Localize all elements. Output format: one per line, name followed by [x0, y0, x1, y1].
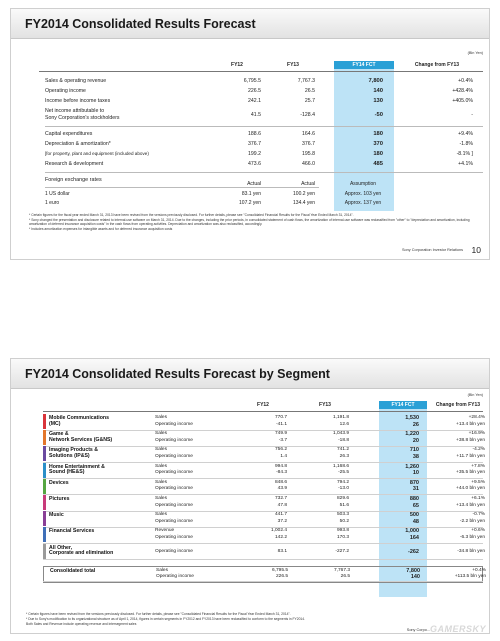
col-header-fy14-fct: FY14 FCT — [379, 401, 427, 409]
value-fy14-fct: 38 — [412, 453, 419, 460]
col-header-fy13: FY13 — [319, 402, 331, 408]
value-fy12: 770.7 — [274, 415, 287, 420]
metric-label: Operating income — [155, 453, 193, 459]
value-fy13: 170.3 — [336, 534, 349, 540]
segment-name-line: Music — [49, 512, 64, 519]
value-change: -34.8 bln yen — [457, 548, 485, 554]
value-fy12: 83.1 — [277, 548, 287, 554]
segment-name — [49, 416, 153, 427]
metric-label: Operating income — [155, 518, 193, 524]
value-fy13: -13.0 — [338, 486, 349, 492]
fx-label: Foreign exchange rates — [45, 177, 102, 183]
segment-line — [155, 549, 483, 556]
segment-name-line: Network Services (G&NS) — [49, 436, 113, 443]
fx-header-fct: Assumption — [349, 181, 377, 187]
value-fy12: 43.9 — [277, 486, 287, 492]
table-divider — [45, 172, 483, 173]
segment-name-line: Game & — [49, 431, 69, 438]
value-fy12: -41.1 — [276, 421, 287, 427]
value-fy12: 1.4 — [280, 453, 287, 459]
value-change: -8.1% ] — [456, 151, 473, 157]
fx-value-fy13: 100.2 yen — [293, 191, 315, 197]
value-change: +28.4% — [468, 415, 485, 420]
segment-values — [155, 528, 483, 541]
value-fy14-fct: 180 — [373, 151, 383, 157]
segment-values — [155, 496, 483, 509]
value-fy14-fct: 7,800 — [406, 567, 420, 574]
value-change: +7.8% — [471, 463, 485, 469]
segment-row — [43, 511, 483, 526]
value-fy12: -84.3 — [276, 470, 287, 476]
segment-line — [155, 503, 483, 510]
segment-values — [155, 480, 483, 493]
segment-line — [155, 454, 483, 461]
value-fy12: 47.8 — [277, 502, 287, 508]
fx-header-fy13: Actual — [301, 181, 315, 187]
value-fy12: 732.7 — [274, 496, 287, 501]
metric-label: Sales — [155, 447, 167, 453]
segment-color-bar — [43, 446, 46, 461]
segment-name-line: Corporate and elimination — [49, 550, 114, 557]
slide-title: FY2014 Consolidated Results Forecast — [25, 17, 256, 31]
segment-line — [155, 480, 483, 487]
value-fy14-fct: 1,530 — [405, 415, 419, 421]
slide-header — [11, 9, 489, 39]
value-fy13: 25.7 — [304, 98, 315, 104]
col-header-fy14-fct: FY14 FCT — [334, 61, 394, 69]
value-fy14-fct: 31 — [412, 486, 419, 493]
segment-color-bar — [43, 479, 46, 494]
value-fy13: 12.6 — [339, 421, 349, 427]
row-divider — [43, 559, 483, 560]
segment-name-line: Devices — [49, 479, 69, 486]
segment-line — [155, 470, 483, 477]
segment-row — [43, 527, 483, 542]
value-change: -4.2% — [472, 447, 485, 453]
row-label: [for property, plant and equipment (included above) — [45, 151, 149, 156]
segment-name-line: Sound (HE&S) — [49, 469, 85, 476]
segment-line — [155, 447, 483, 454]
segment-line — [155, 415, 483, 422]
value-fy14-fct: 20 — [412, 437, 419, 444]
footnotes — [29, 213, 479, 232]
segment-name — [49, 465, 153, 476]
value-fy13: 26.5 — [304, 88, 315, 94]
value-fy14-fct: 870 — [409, 479, 419, 486]
footnote: * Certain figures have been revised from the versions previously disclosed. For further details, please see "Consolidated Financial Results for the Fiscal Year Ended March 31, 2014". — [26, 612, 291, 616]
segment-name — [49, 432, 153, 443]
value-fy14-fct: 1,220 — [405, 431, 419, 438]
segment-line — [155, 438, 483, 445]
metric-label: Operating income — [155, 421, 193, 427]
footer-text: Sony Corporation Investor Relations — [402, 248, 463, 252]
row-label-continued: Sony Corporation's stockholders — [45, 115, 120, 121]
segment-color-bar — [43, 511, 46, 526]
segment-row — [43, 463, 483, 478]
slide-segment-forecast — [10, 358, 490, 634]
unit-label: (Bln Yen) — [467, 51, 483, 55]
value-change: +0.4% — [458, 78, 473, 84]
segment-name-line: Pictures — [49, 496, 70, 502]
value-fy14-fct: 140 — [410, 574, 420, 581]
segment-line — [156, 567, 486, 575]
value-fy12: 6,795.5 — [243, 78, 261, 84]
value-change: +16.9% — [468, 431, 485, 437]
page-number: 10 — [471, 245, 481, 255]
segment-color-bar — [43, 414, 46, 429]
value-fy12: 1,002.4 — [270, 528, 287, 534]
value-fy13: 1,043.9 — [332, 431, 349, 437]
value-fy12: 376.7 — [248, 141, 261, 147]
value-fy14-fct: 48 — [412, 518, 419, 525]
value-fy12: 41.5 — [250, 112, 261, 118]
segment-color-bar — [43, 544, 46, 559]
fx-value-fct: Approx. 103 yen — [344, 191, 382, 197]
metric-label: Sales — [156, 567, 168, 573]
segment-name-line: Imaging Products & — [49, 447, 98, 454]
value-fy14-fct: -262 — [407, 548, 419, 555]
segment-line — [155, 528, 483, 535]
segment-values — [156, 567, 486, 581]
segment-line — [155, 496, 483, 503]
segment-name-line: (MC) — [49, 420, 61, 427]
value-fy13: 7,767.3 — [333, 567, 350, 573]
segment-name-line: Solutions (IP&S) — [49, 452, 90, 459]
value-change: +4.1% — [458, 161, 473, 167]
value-fy12: 994.8 — [274, 463, 287, 469]
footer-text: Sony Corpo... — [406, 628, 430, 632]
row-label: Research & development — [45, 161, 104, 167]
row-label: Depreciation & amortization* — [45, 141, 111, 147]
value-fy14-fct: 880 — [409, 496, 419, 502]
col-header-fy12: FY12 — [231, 62, 243, 68]
value-fy13: 26.5 — [340, 574, 350, 580]
row-label: Capital expenditures — [45, 131, 93, 137]
segment-line — [155, 431, 483, 438]
metric-label: Operating income — [155, 502, 193, 508]
value-change: +35.5 bln yen — [456, 470, 485, 476]
value-change: +11.7 bln yen — [456, 453, 485, 459]
table-rule — [39, 71, 483, 72]
value-change: -0.7% — [472, 512, 485, 518]
segment-values — [155, 549, 483, 556]
value-change: +13.4 bln yen — [456, 421, 485, 427]
value-fy12: 6,795.5 — [271, 567, 288, 573]
value-fy14-fct: 1,260 — [405, 463, 419, 470]
footnote: Both Sales and Revenue include operating revenue and intersegment sales — [26, 621, 137, 626]
value-fy14-fct: 710 — [409, 447, 419, 454]
metric-label: Operating income — [155, 470, 193, 476]
segment-row — [43, 495, 483, 510]
value-fy12: 242.1 — [248, 98, 261, 104]
segment-row — [43, 566, 486, 583]
segment-values — [155, 447, 483, 460]
segment-color-bar — [43, 495, 46, 510]
segment-name-line: All Other, — [49, 544, 73, 551]
segment-line — [155, 512, 483, 519]
value-fy13: 164.6 — [302, 131, 315, 137]
value-change: +428.4% — [452, 88, 473, 94]
col-header-change: Change from FY13 — [414, 62, 460, 68]
value-change: +38.8 bln yen — [456, 437, 485, 443]
metric-label: Revenue — [155, 528, 175, 534]
slide-consolidated-forecast — [10, 8, 490, 260]
row-label: Sales & operating revenue — [45, 78, 107, 84]
value-fy12: 473.6 — [248, 161, 261, 167]
value-fy12: 226.5 — [275, 574, 288, 580]
segment-line — [156, 574, 486, 581]
value-fy12: 749.9 — [274, 431, 287, 437]
footnotes-segment — [26, 612, 490, 627]
value-change: +9.4% — [458, 131, 473, 137]
value-fy14-fct: 140 — [373, 88, 383, 94]
segment-row — [43, 430, 483, 445]
value-fy14-fct: 164 — [409, 534, 419, 541]
value-change: - — [471, 112, 473, 118]
metric-label: Sales — [155, 496, 167, 501]
value-fy12: 142.2 — [274, 534, 287, 540]
footnote: * Certain figures for the fiscal year ended March 31, 2013 have been revised from the versions previously disclosed. For further details, please see "Consolidated Financial Results for the Fiscal Year Ended March 31, 2014". — [29, 213, 354, 217]
value-fy13: -227.2 — [335, 548, 349, 554]
table-rule — [43, 411, 483, 412]
value-fy12: 226.5 — [248, 88, 261, 94]
segment-values — [155, 415, 483, 428]
col-header-fy12: FY12 — [257, 402, 269, 408]
value-fy13: 741.2 — [336, 447, 349, 453]
value-fy13: -18.8 — [338, 437, 349, 443]
value-fy13: 376.7 — [302, 141, 315, 147]
value-fy14-fct: -50 — [374, 112, 383, 118]
value-change: +113.5 bln yen — [454, 574, 486, 580]
value-fy13: 993.8 — [336, 528, 349, 534]
value-fy14-fct: 370 — [373, 141, 383, 147]
value-fy13: 26.3 — [339, 453, 349, 459]
fx-divider — [45, 187, 319, 188]
metric-label: Sales — [155, 415, 167, 420]
segment-line — [155, 519, 483, 526]
segment-line — [155, 535, 483, 542]
metric-label: Operating income — [155, 548, 193, 554]
segment-name — [50, 569, 154, 575]
footnote: * Includes amortization expenses for intangible assets and for deferred insurance acquisition costs — [29, 227, 173, 232]
value-fy13: 466.0 — [302, 161, 315, 167]
segment-row — [43, 414, 483, 429]
metric-label: Sales — [155, 431, 167, 437]
value-fy13: 1,168.6 — [332, 463, 349, 469]
value-fy13: 829.6 — [336, 496, 349, 501]
segment-name-line: Financial Services — [49, 528, 95, 535]
value-fy14-fct: 485 — [373, 161, 383, 167]
segment-name — [49, 481, 153, 487]
metric-label: Operating income — [155, 534, 193, 540]
segment-row — [43, 544, 483, 559]
value-fy12: 848.6 — [274, 479, 287, 485]
col-header-fy13: FY13 — [287, 62, 299, 68]
segment-color-bar — [43, 527, 46, 542]
col-header-change: Change from FY13 — [435, 402, 481, 408]
value-fy12: 199.2 — [248, 151, 261, 157]
fx-value-fy13: 134.4 yen — [293, 200, 315, 206]
metric-label: Sales — [155, 512, 167, 518]
segment-values — [155, 431, 483, 444]
segment-name-line: Home Entertainment & — [49, 463, 105, 470]
value-change: +9.5% — [471, 479, 485, 485]
unit-label: (Bln Yen) — [467, 393, 483, 397]
value-change: -2.2 bln yen — [459, 518, 485, 524]
value-fy12: 441.7 — [274, 512, 287, 518]
value-fy14-fct: 180 — [373, 131, 383, 137]
segment-values — [155, 464, 483, 477]
footnote: * Due to Sony's modification to its organizational structure as of April 1, 2014, figures in certain segments in FY2012 and FY2013 have been reclassified to conform to the segments in FY2014. — [26, 616, 306, 621]
value-fy12: 37.2 — [277, 518, 287, 524]
value-change: -1.8% — [459, 141, 473, 147]
slide-title: FY2014 Consolidated Results Forecast by Segment — [25, 367, 330, 381]
value-fy14-fct: 7,800 — [368, 78, 383, 84]
metric-label: Operating income — [155, 486, 193, 492]
segment-name — [49, 448, 153, 459]
footnote: * Sony changed the presentation and disclosure related to internal-use software on March 31, 2014. Due to the changes, including the prior periods, in consolidated statement of cash flows, the amortization of internal-use software was reclassified from "other" to "depreciation and amortization, including amortization of deferred insurance acquisition costs" in the cash flows from operating activities. Depreciation and amortization was also reclassified, accordingly. — [29, 217, 470, 227]
row-label: Net income attributable to — [45, 108, 105, 114]
value-fy12: 756.2 — [274, 447, 287, 453]
value-fy13: 794.2 — [336, 479, 349, 485]
value-fy13: 50.2 — [339, 518, 349, 524]
fx-header-fy12: Actual — [247, 181, 261, 187]
value-fy14-fct: 1,000 — [405, 528, 419, 535]
watermark-logo: GAMERSKY — [429, 624, 486, 634]
fx-value-fct: Approx. 137 yen — [344, 200, 382, 206]
segment-name — [49, 497, 153, 503]
row-label: Income before income taxes — [45, 98, 111, 104]
value-change: +405.0% — [452, 98, 473, 104]
value-change: +6.1% — [471, 496, 485, 501]
fx-row-label: 1 US dollar — [45, 191, 70, 197]
value-fy12: -3.7 — [278, 437, 287, 443]
segment-name-line: Mobile Communications — [49, 415, 109, 421]
segment-name — [49, 546, 153, 557]
value-fy14-fct: 130 — [373, 98, 383, 104]
value-change: +0.4% — [472, 567, 486, 573]
fx-row-label: 1 euro — [45, 200, 60, 206]
segment-row — [43, 479, 483, 494]
segment-values — [155, 512, 483, 525]
value-change: +0.6% — [471, 528, 485, 534]
metric-label: Sales — [155, 463, 167, 469]
value-fy14-fct: 500 — [409, 512, 419, 519]
fx-value-fy12: 107.2 yen — [239, 200, 261, 206]
segment-row — [43, 446, 483, 461]
value-fy13: 503.3 — [336, 512, 349, 518]
value-change: -6.3 bln yen — [459, 534, 485, 540]
row-divider — [43, 581, 483, 582]
value-fy13: 1,191.8 — [332, 415, 349, 420]
fx-value-fy12: 83.1 yen — [241, 191, 261, 197]
segment-line — [155, 422, 483, 429]
value-change: +44.0 bln yen — [456, 486, 485, 492]
metric-label: Operating income — [156, 574, 194, 580]
segment-line — [155, 464, 483, 471]
segment-name — [49, 529, 153, 535]
metric-label: Sales — [155, 479, 167, 485]
segment-line — [155, 486, 483, 493]
value-fy13: -128.4 — [300, 112, 315, 118]
metric-label: Operating income — [155, 437, 193, 443]
value-change: +13.4 bln yen — [456, 502, 485, 508]
segment-color-bar — [43, 463, 46, 478]
row-label: Operating income — [45, 88, 86, 94]
value-fy14-fct: 10 — [412, 470, 419, 477]
value-fy13: 51.6 — [339, 502, 349, 508]
segment-name — [49, 513, 153, 519]
value-fy14-fct: 65 — [412, 502, 419, 509]
value-fy13: 195.8 — [302, 151, 315, 157]
value-fy12: 188.6 — [248, 131, 261, 137]
segment-name-line: Consolidated total — [50, 567, 96, 574]
slide-header — [11, 359, 489, 389]
table-divider — [45, 126, 483, 127]
value-fy14-fct: 26 — [412, 421, 419, 428]
value-fy13: 7,767.3 — [297, 78, 315, 84]
segment-color-bar — [43, 430, 46, 445]
value-fy13: -25.5 — [338, 470, 349, 476]
